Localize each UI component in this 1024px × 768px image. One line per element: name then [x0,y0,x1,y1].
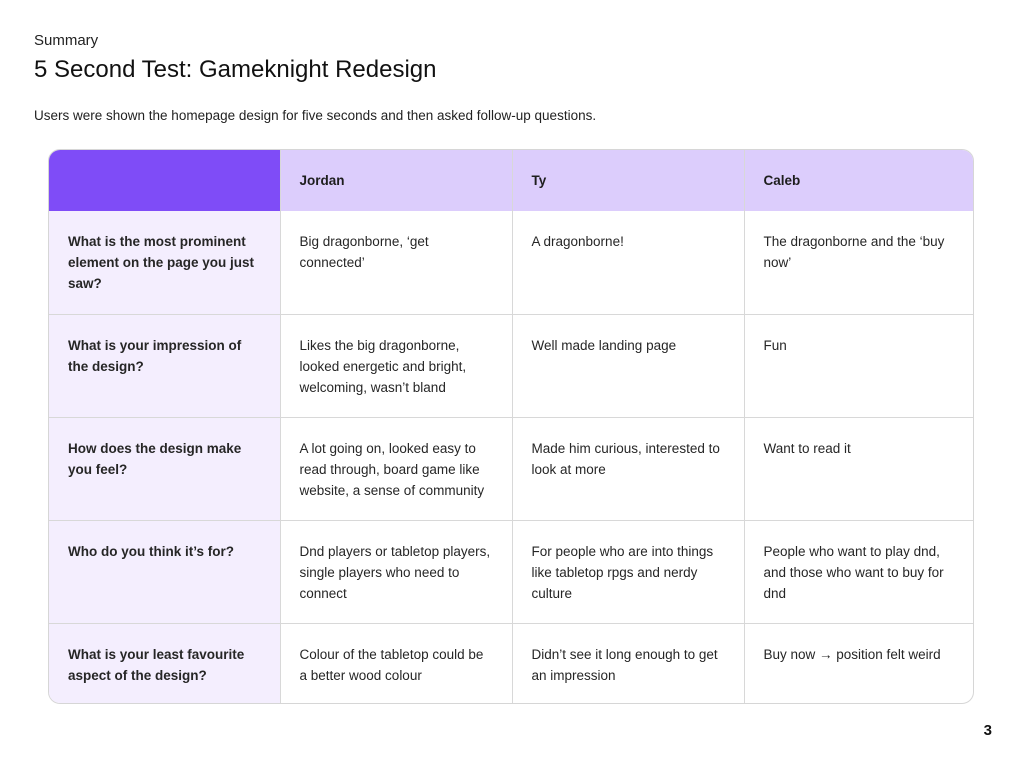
answer-cell: Didn’t see it long enough to get an impression [512,623,744,704]
answer-cell: Well made landing page [512,314,744,417]
answer-cell: Likes the big dragonborne, looked energetic and bright, welcoming, wasn’t bland [280,314,512,417]
table-row [49,623,974,704]
column-header-caleb: Caleb [744,150,974,211]
answer-cell: Made him curious, interested to look at more [512,417,744,520]
answer-cell: For people who are into things like tabletop rpgs and nerdy culture [512,520,744,623]
question-cell: How does the design make you feel? [49,417,280,520]
question-cell: What is the most prominent element on the page you just saw? [49,211,280,314]
table-row [49,211,974,314]
answer-cell: Want to read it [744,417,974,520]
table-row [49,417,974,520]
table-header-row [49,150,974,211]
column-header-ty: Ty [512,150,744,211]
table-row [49,314,974,417]
answer-cell: Big dragonborne, ‘get connected’ [280,211,512,314]
question-cell: What is your least favourite aspect of the design? [49,623,280,704]
answer-cell: A dragonborne! [512,211,744,314]
answer-cell: Dnd players or tabletop players, single players who need to connect [280,520,512,623]
page-description: Users were shown the homepage design for five seconds and then asked follow-up questions. [34,108,597,123]
page-number: 3 [983,722,992,739]
answer-cell: A lot going on, looked easy to read through, board game like website, a sense of community [280,417,512,520]
answer-cell: The dragonborne and the ‘buy now’ [744,211,974,314]
answer-cell: Buy now → position felt weird [763,646,941,662]
question-cell: What is your impression of the design? [49,314,280,417]
page-title: 5 Second Test: Gameknight Redesign [34,56,437,83]
results-table-container [48,149,974,704]
answer-cell: People who want to play dnd, and those who want to buy for dnd [744,520,974,623]
table-row [49,520,974,623]
column-header-jordan: Jordan [280,150,512,211]
answer-cell: Colour of the tabletop could be a better wood colour [280,623,512,704]
eyebrow-label: Summary [34,32,99,49]
results-table [49,150,974,704]
question-cell: Who do you think it’s for? [49,520,280,623]
answer-cell: Fun [744,314,974,417]
header-corner-cell [49,150,280,211]
